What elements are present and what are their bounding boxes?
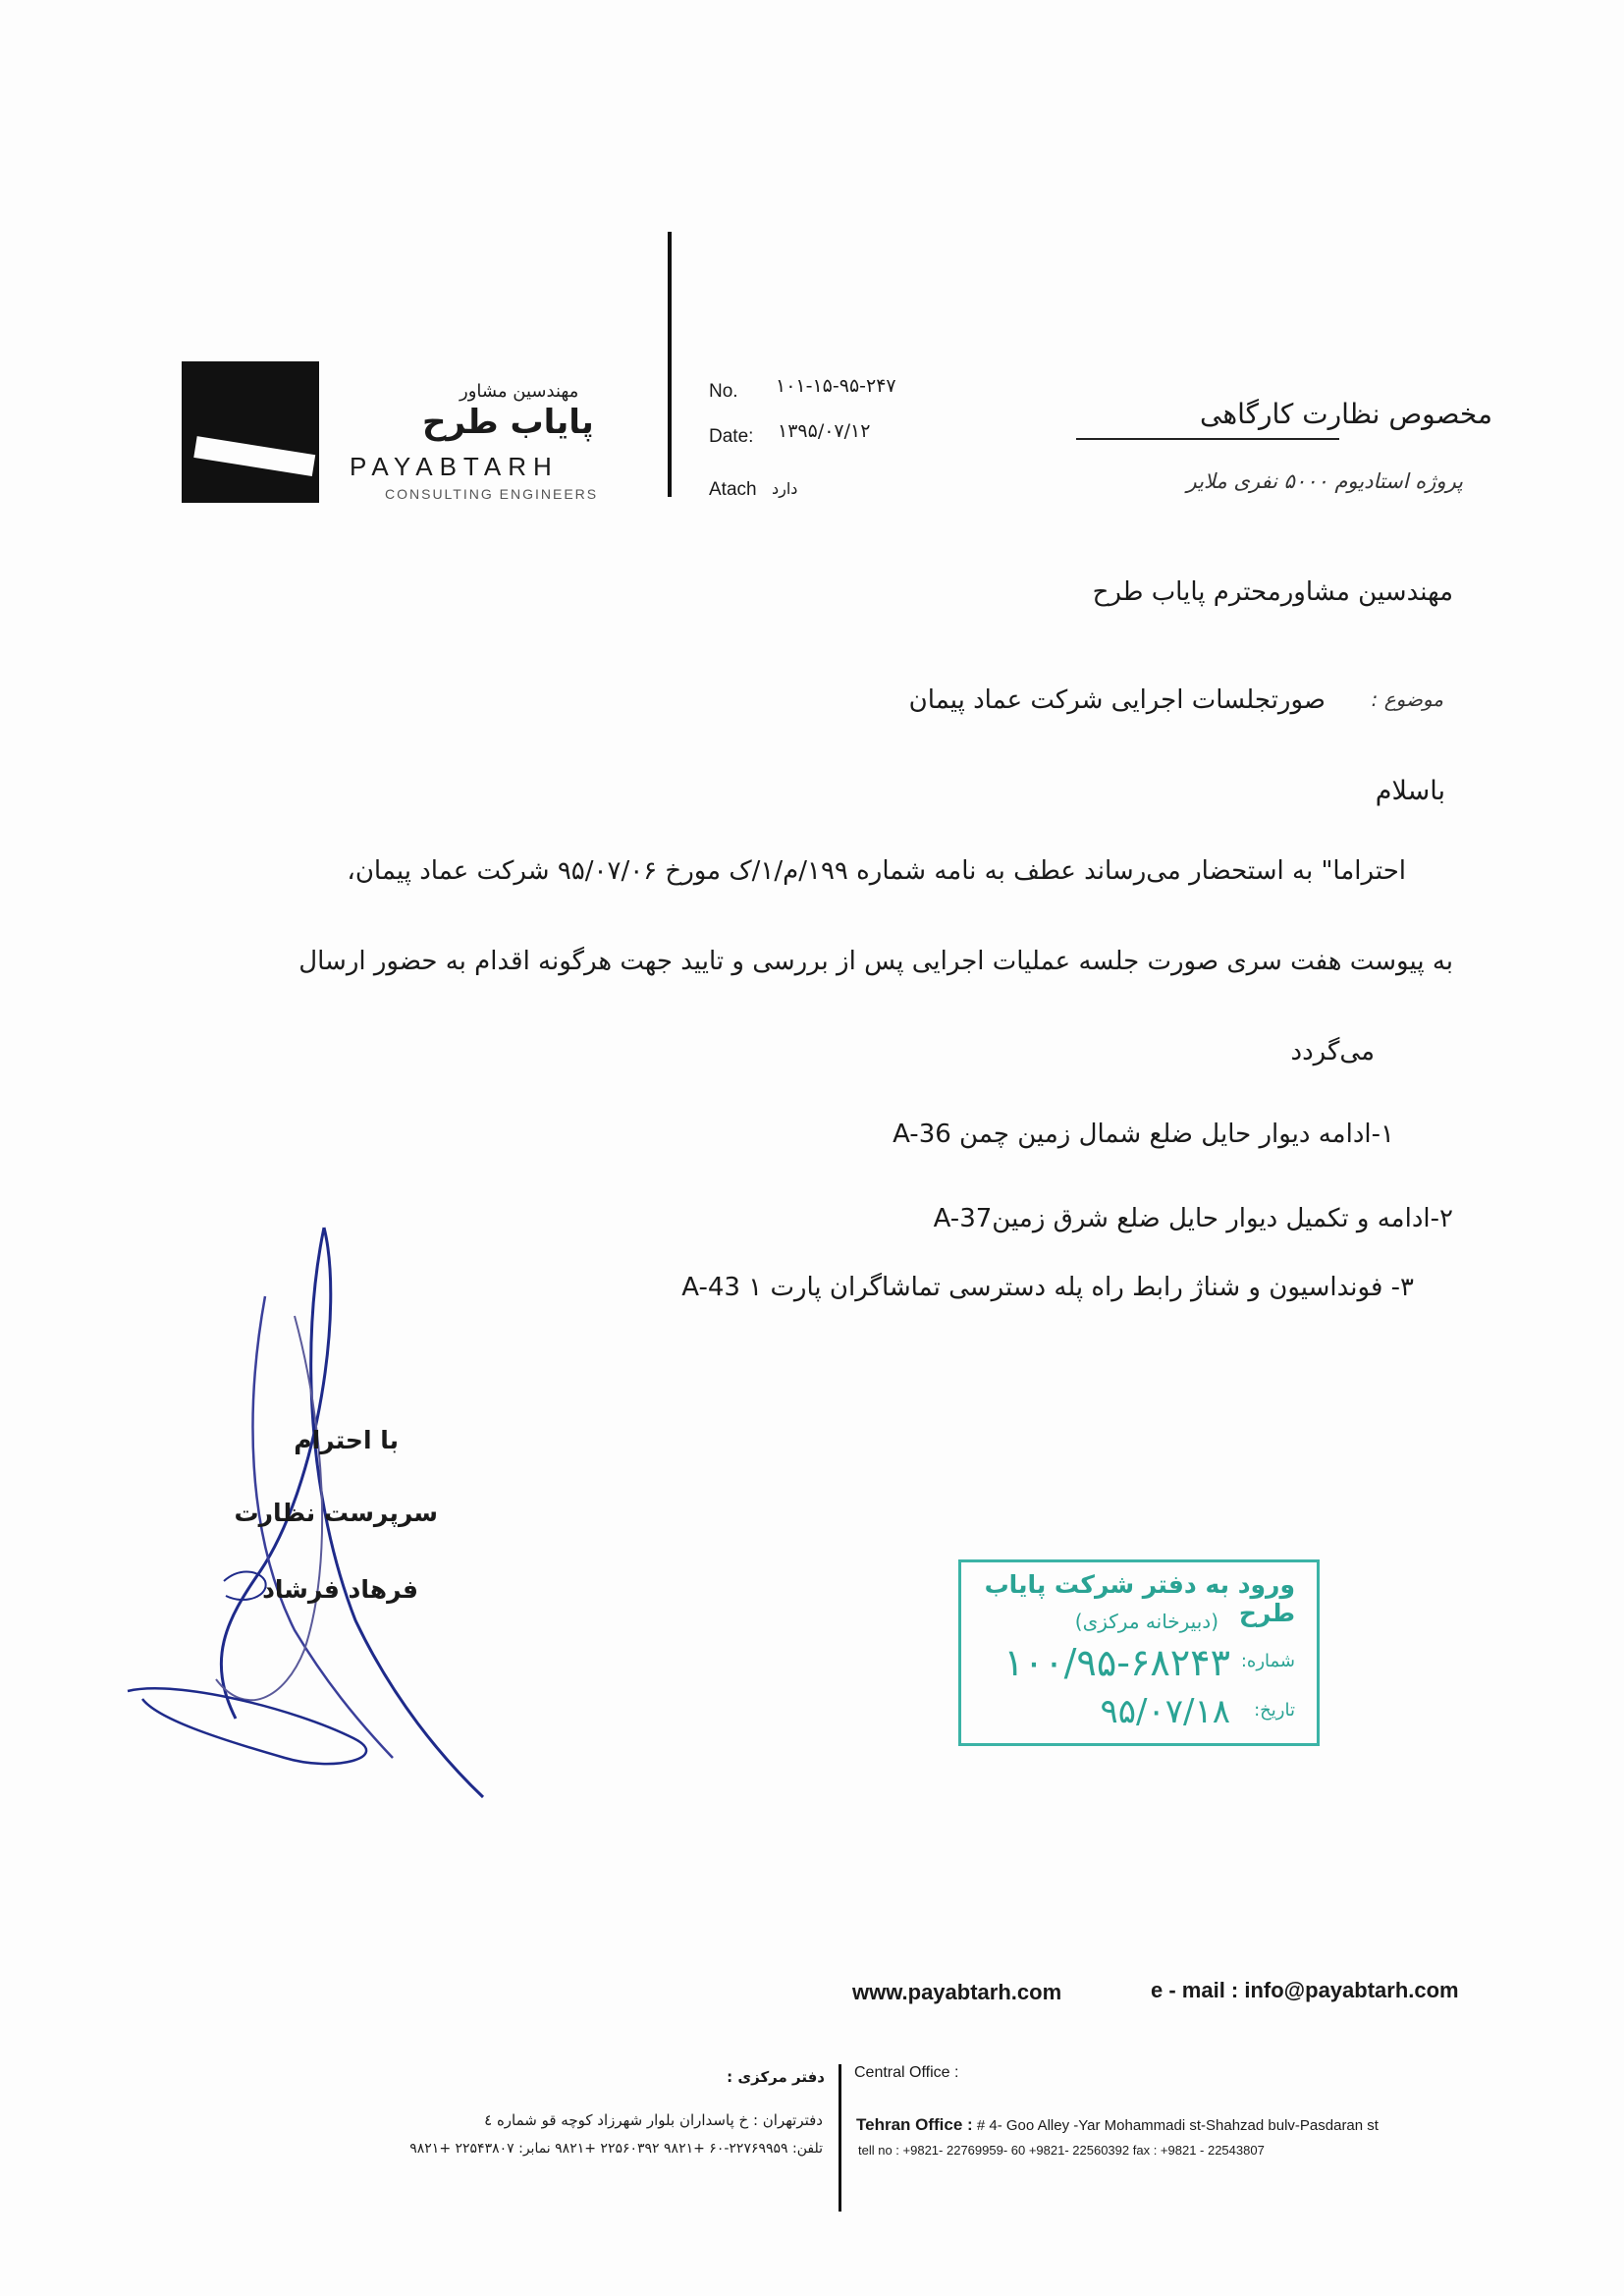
date-value: ۱۳۹۵/۰۷/۱۲	[778, 420, 871, 442]
phone-en: tell no : +9821- 22769959- 60 +9821- 22560392 fax : +9821 - 22543807	[858, 2143, 1265, 2158]
brand-name-en: PAYABTARH	[350, 452, 559, 481]
date-label: Date:	[709, 426, 754, 447]
number-label: No.	[709, 381, 738, 402]
greeting: باسلام	[1375, 776, 1445, 806]
list-item: ۱-ادامه دیوار حایل ضلع شمال زمین چمن A-36	[893, 1120, 1394, 1149]
number-value: ۱۰۱-۱۵-۹۵-۲۴۷	[776, 375, 896, 397]
brand-name-fa: پایاب طرح	[422, 403, 594, 442]
logo-stripe	[193, 436, 315, 476]
list-item: ۲-ادامه و تکمیل دیوار حایل ضلع شرق زمینA-37	[933, 1204, 1453, 1233]
tehran-address-en	[856, 2115, 1379, 2135]
received-stamp	[958, 1559, 1320, 1746]
footer-divider	[839, 2064, 841, 2212]
project-name: پروژه استادیوم ۵۰۰۰ نفری ملایر	[1186, 469, 1463, 493]
central-office-fa: دفتر مرکزی :	[727, 2068, 825, 2086]
signer-role: سرپرست نظارت	[234, 1499, 438, 1527]
central-office-en: Central Office :	[854, 2064, 959, 2081]
attachment-label: Atach	[709, 479, 757, 500]
phone-fa: تلفن: ۲۲۷۶۹۹۵۹-۶۰ +۹۸۲۱ ۲۲۵۶۰۳۹۲ +۹۸۲۱ نمابر: ۲۲۵۴۳۸۰۷ +۹۸۲۱	[409, 2141, 823, 2157]
sign-off: با احترام	[294, 1426, 399, 1454]
body-paragraph-2: به پیوست هفت سری صورت جلسه عملیات اجرایی پس از بررسی و تایید جهت هرگونه اقدام به حضور ارسال	[298, 947, 1453, 976]
stamp-title: ورود به دفتر شرکت پایاب طرح	[984, 1570, 1295, 1627]
body-paragraph-3: می‌گردد	[1290, 1037, 1375, 1066]
signer-name: فرهاد فرشاد	[262, 1575, 418, 1604]
website-link[interactable]: www.payabtarh.com	[852, 1980, 1062, 2004]
stamp-number-label: شماره:	[1240, 1651, 1295, 1671]
stamp-number-value: ۱۰۰/۹۵-۶۸۲۴۳	[1003, 1641, 1230, 1684]
stamp-subtitle: (دبیرخانه مرکزی)	[1074, 1610, 1218, 1633]
subject-label: موضوع :	[1371, 687, 1443, 711]
tehran-office-label: Tehran Office :	[856, 2115, 973, 2134]
tehran-address-fa: دفترتهران : خ پاسداران بلوار شهرزاد کوچه قو شماره ٤	[484, 2111, 823, 2129]
recipient: مهندسین مشاورمحترم پایاب طرح	[1092, 577, 1453, 607]
email-link[interactable]: e - mail : info@payabtarh.com	[1151, 1978, 1459, 2002]
special-title: مخصوص نظارت کارگاهی	[1200, 398, 1492, 430]
body-paragraph-1: احتراما" به استحضار می‌رساند عطف به نامه شماره ۱۹۹/م/۱/ک مورخ ۹۵/۰۷/۰۶ شرکت عماد پیمان،	[347, 856, 1406, 886]
tehran-address-text: # 4- Goo Alley -Yar Mohammadi st-Shahzad bulv-Pasdaran st	[976, 2117, 1379, 2134]
list-item: ۳- فونداسیون و شناژ رابط راه پله دسترسی تماشاگران پارت ۱ A-43	[681, 1273, 1414, 1302]
attachment-value: دارد	[772, 479, 798, 498]
stamp-date-value: ۹۵/۰۷/۱۸	[1100, 1692, 1230, 1731]
subject-text: صورتجلسات اجرایی شرکت عماد پیمان	[908, 685, 1326, 715]
brand-subtitle: CONSULTING ENGINEERS	[385, 486, 599, 502]
stamp-date-label: تاریخ:	[1254, 1700, 1295, 1721]
header-divider	[668, 232, 672, 497]
title-underline	[1076, 438, 1339, 440]
company-logo	[182, 361, 319, 503]
brand-fa-top: مهندسین مشاور	[460, 381, 579, 402]
